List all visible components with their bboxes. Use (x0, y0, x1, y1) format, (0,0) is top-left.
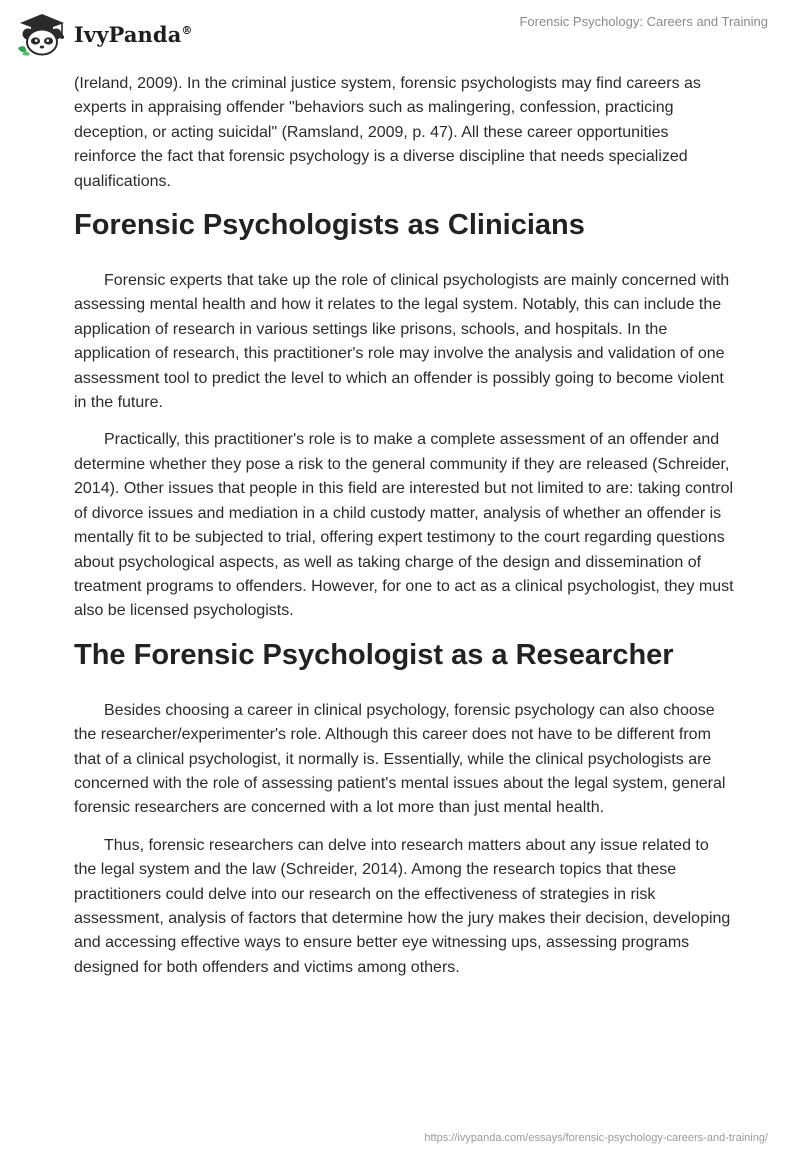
document-title: Forensic Psychology: Careers and Training (519, 14, 768, 29)
brand-name: IvyPanda® (74, 21, 193, 47)
source-url[interactable]: https://ivypanda.com/essays/forensic-psychology-careers-and-training/ (424, 1132, 768, 1144)
page-header (0, 0, 800, 70)
paragraph: Thus, forensic researchers can delve into research matters about any issue related to the legal system and the law (Schreider, 2014). Among the research topics that these practitioners could delve into our research on the effectiveness of strategies in risk assessment, analysis of factors that determine how the jury makes their decision, developing and accessing effective ways to ensure better eye witnessing ups, assessing programs designed for both offenders and victims among others. (74, 836, 731, 976)
panda-graduate-icon (14, 12, 70, 56)
paragraph: Besides choosing a career in clinical psychology, forensic psychology can also choose the researcher/experimenter's role. Although this career does not have to be different from that of a clinical psychologist, it normally is. Essentially, while the clinical psychologists are concerned with the role of assessing patient's mental issues about the legal system, general forensic researchers are concerned with a lot more than just mental health. (74, 701, 726, 817)
section-heading-researcher: The Forensic Psychologist as a Researcher (74, 638, 674, 671)
section-heading-clinicians: Forensic Psychologists as Clinicians (74, 209, 585, 242)
paragraph: Practically, this practitioner's role is to make a complete assessment of an offender and determine whether they pose a risk to the general community if they are released (Schreider, 2014). Other issues that people in this field are interested but not limited to are: taking control of divorce issues and mediation in a child custody matter, analysis of whether an offender is mentally fit to be subjected to trial, offering expert testimony to the court regarding questions about psychological aspects, as well as taking charge of the design and dissemination of treatment programs to offenders. However, for one to act as a clinical psychologist, they must also be licensed psychologists. (74, 431, 734, 620)
brand-logo[interactable] (14, 12, 193, 56)
intro-paragraph: (Ireland, 2009). In the criminal justice system, forensic psychologists may find careers as experts in appraising offender "behaviors such as malingering, confession, practicing deception, or acting suicidal" (Ramsland, 2009, p. 47). All these career opportunities reinforce the fact that forensic psychology is a diverse discipline that needs specialized qualifications. (74, 75, 701, 190)
paragraph: Forensic experts that take up the role of clinical psychologists are mainly concerned with assessing mental health and how it relates to the legal system. Notably, this can include the application of research in various settings like prisons, schools, and hospitals. In the application of research, this practitioner's role may involve the analysis and validation of one assessment tool to predict the level to which an offender is possibly going to become violent in the future. (74, 272, 730, 412)
article-body (74, 72, 734, 993)
